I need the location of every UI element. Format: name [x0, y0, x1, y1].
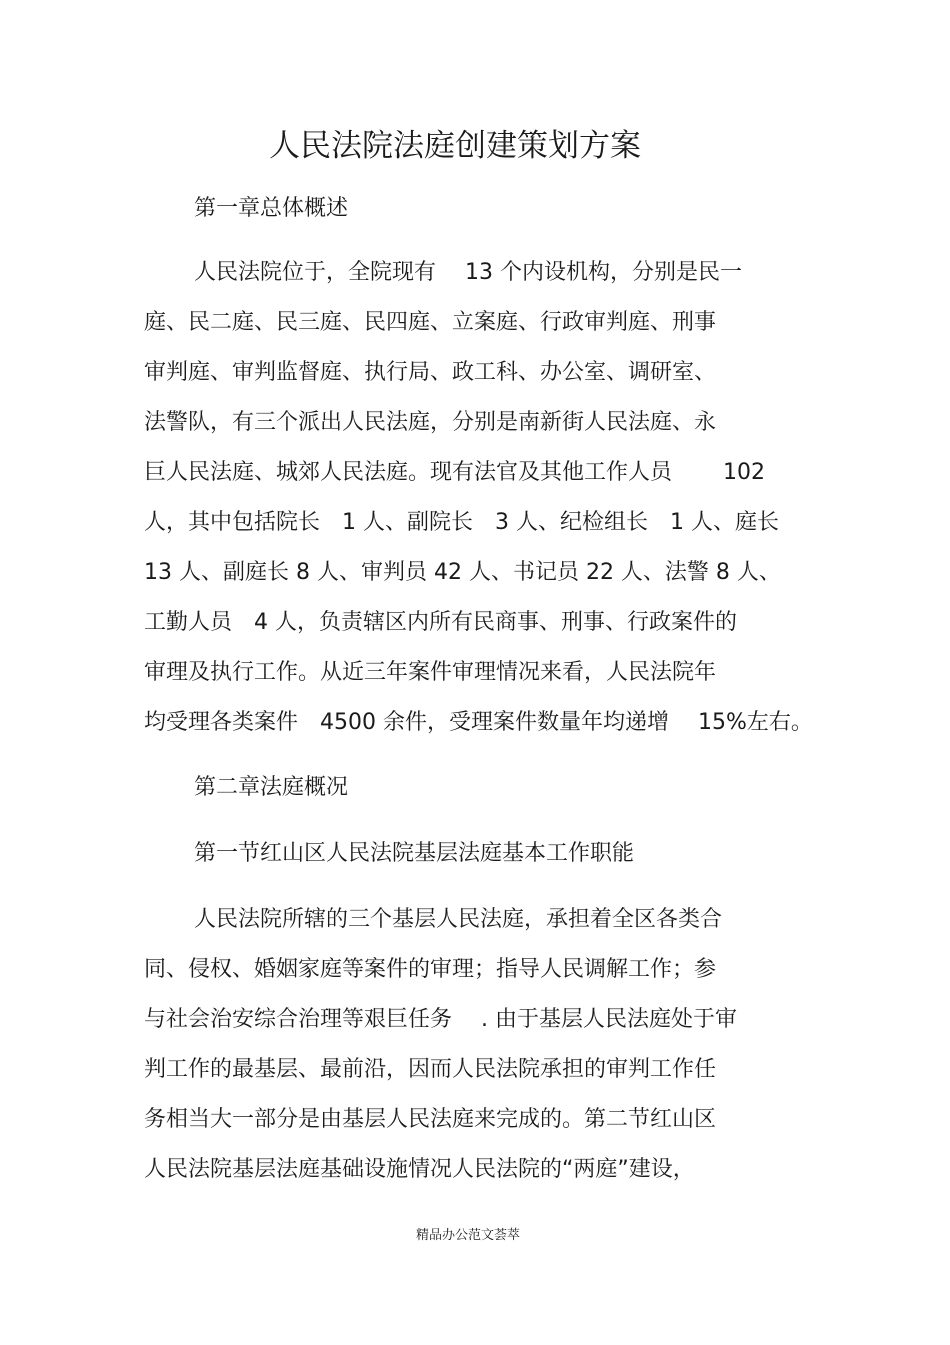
paragraph-1-line: 工勤人员 4 人，负责辖区内所有民商事、刑事、行政案件的: [144, 610, 737, 635]
paragraph-2-line: 人民法院所辖的三个基层人民法庭，承担着全区各类合: [194, 907, 723, 932]
paragraph-1-line: 人民法院位于，全院现有 13 个内设机构，分别是民一: [194, 260, 742, 285]
paragraph-2-line: 判工作的最基层、最前沿，因而人民法院承担的审判工作任: [144, 1057, 717, 1082]
document-title: 人民法院法庭创建策划方案: [269, 128, 641, 164]
paragraph-2-line: 务相当大一部分是由基层人民法庭来完成的。第二节红山区: [144, 1107, 717, 1132]
paragraph-1-line: 13 人、副庭长 8 人、审判员 42 人、书记员 22 人、法警 8 人、: [144, 560, 781, 585]
paragraph-2-line: 人民法院基层法庭基础设施情况人民法院的“两庭”建设，: [144, 1157, 695, 1182]
section-1-heading: 第一节红山区人民法院基层法庭基本工作职能: [194, 841, 635, 866]
paragraph-2-line: 与社会治安综合治理等艰巨任务 . 由于基层人民法庭处于审: [144, 1007, 737, 1032]
paragraph-1-line: 人，其中包括院长 1 人、副院长 3 人、纪检组长 1 人、庭长: [144, 510, 779, 535]
chapter-1-heading: 第一章总体概述: [194, 196, 349, 221]
paragraph-1-line: 均受理各类案件 4500 余件，受理案件数量年均递增 15%左右。: [144, 710, 813, 735]
paragraph-2-line: 同、侵权、婚姻家庭等案件的审理；指导人民调解工作；参: [144, 957, 717, 982]
paragraph-1-line: 法警队，有三个派出人民法庭，分别是南新街人民法庭、永: [144, 410, 717, 435]
chapter-2-heading: 第二章法庭概况: [194, 775, 349, 800]
paragraph-1-line: 庭、民二庭、民三庭、民四庭、立案庭、行政审判庭、刑事: [144, 310, 717, 335]
paragraph-1-line: 审判庭、审判监督庭、执行局、政工科、办公室、调研室、: [144, 360, 717, 385]
paragraph-1-line: 巨人民法庭、城郊人民法庭。现有法官及其他工作人员 102: [144, 460, 765, 485]
paragraph-1-line: 审理及执行工作。从近三年案件审理情况来看，人民法院年: [144, 660, 717, 685]
page-footer: 精品办公范文荟萃: [415, 1228, 520, 1243]
